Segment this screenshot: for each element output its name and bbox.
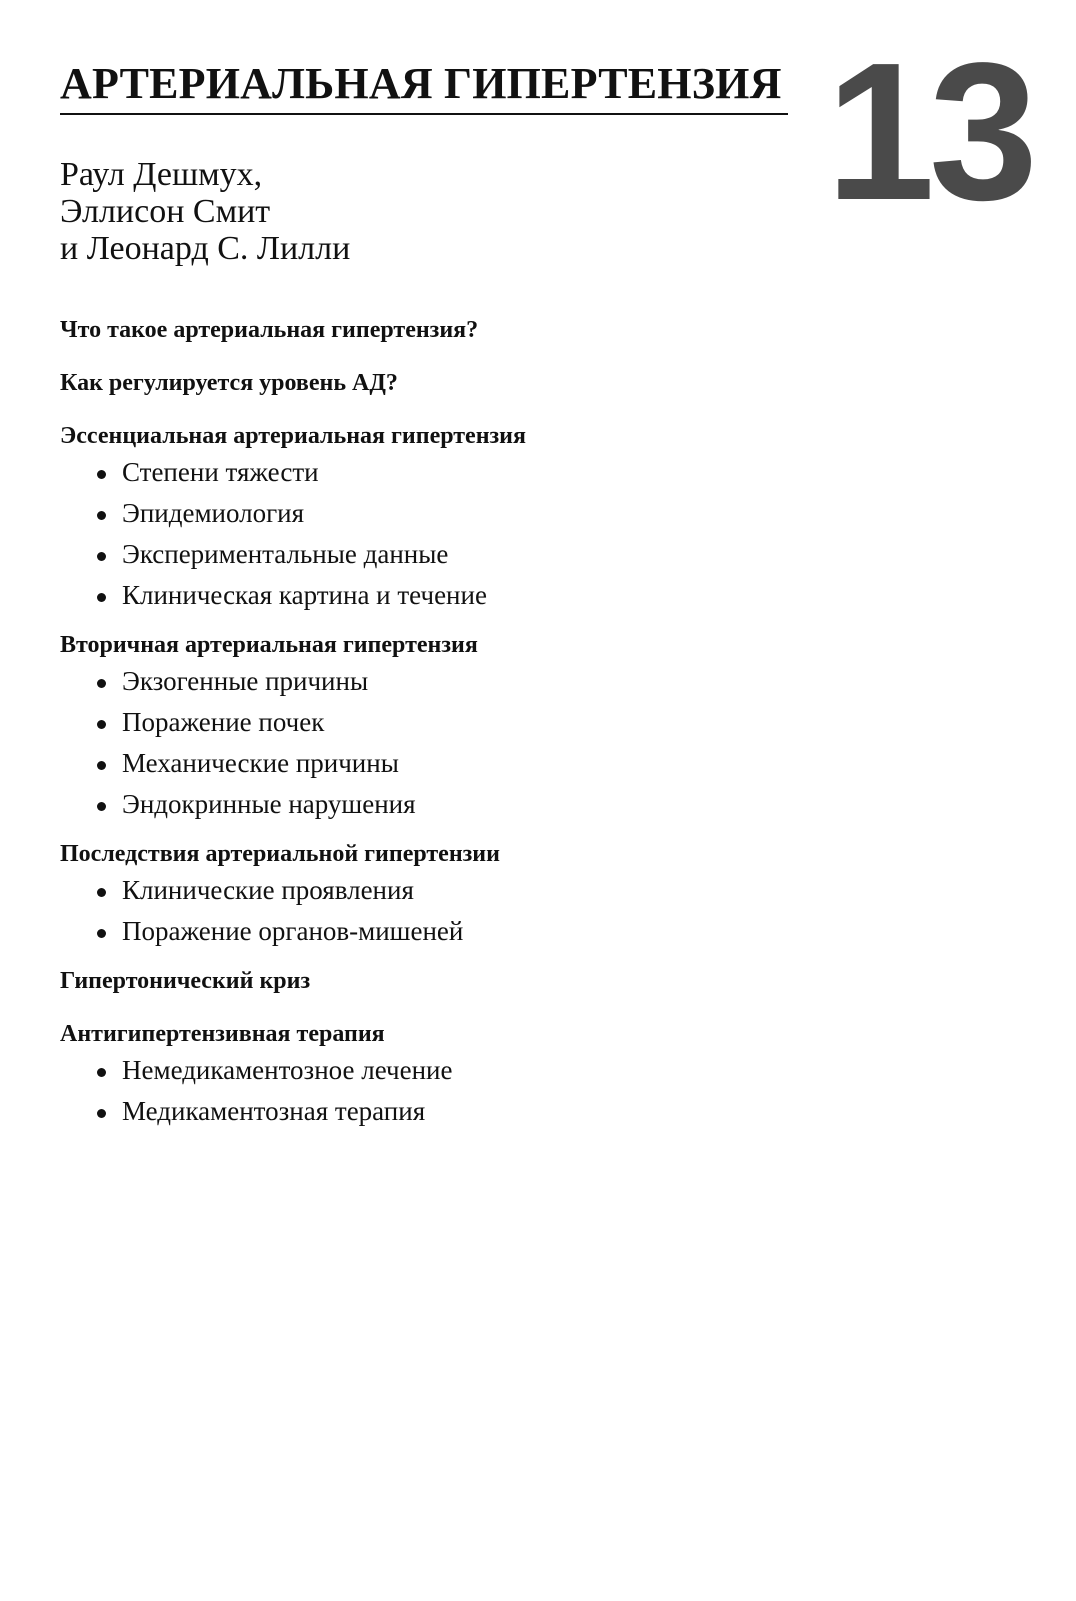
toc-heading: Последствия артериальной гипертензии bbox=[60, 841, 500, 867]
bullet-icon bbox=[97, 888, 106, 897]
toc-item-label: Механические причины bbox=[122, 748, 399, 778]
toc-item-label: Поражение органов-мишеней bbox=[122, 916, 464, 946]
toc-list-item bbox=[60, 534, 1020, 575]
toc-list-item bbox=[60, 661, 1020, 702]
bullet-icon bbox=[97, 1109, 106, 1118]
toc-list bbox=[60, 452, 1020, 616]
bullet-icon bbox=[97, 761, 106, 770]
toc-item-label: Немедикаментозное лечение bbox=[122, 1055, 453, 1085]
toc-list-item bbox=[60, 575, 1020, 616]
toc-list bbox=[60, 661, 1020, 825]
toc-section bbox=[60, 965, 1020, 997]
bullet-icon bbox=[97, 511, 106, 520]
chapter-number: 13 bbox=[826, 22, 1033, 241]
toc-item-label: Эпидемиология bbox=[122, 498, 305, 528]
bullet-icon bbox=[97, 929, 106, 938]
toc-list-item bbox=[60, 702, 1020, 743]
toc-section bbox=[60, 420, 1020, 616]
toc-item-label: Клиническая картина и течение bbox=[122, 580, 487, 610]
title-underline bbox=[60, 113, 788, 115]
toc-heading: Гипертонический криз bbox=[60, 968, 311, 994]
toc-list-item bbox=[60, 743, 1020, 784]
author-line: и Леонард С. Лилли bbox=[60, 230, 351, 267]
toc-section bbox=[60, 314, 1020, 346]
toc-item-label: Медикаментозная терапия bbox=[122, 1096, 426, 1126]
toc-list-item bbox=[60, 452, 1020, 493]
toc-list-item bbox=[60, 1050, 1020, 1091]
bullet-icon bbox=[97, 552, 106, 561]
toc-item-label: Степени тяжести bbox=[122, 457, 319, 487]
toc-list-item bbox=[60, 1091, 1020, 1132]
toc-section bbox=[60, 838, 1020, 952]
toc-list-item bbox=[60, 493, 1020, 534]
bullet-icon bbox=[97, 470, 106, 479]
toc-section bbox=[60, 629, 1020, 825]
toc-list-item bbox=[60, 911, 1020, 952]
toc-item-label: Клинические проявления bbox=[122, 875, 414, 905]
toc-heading: Антигипертензивная терапия bbox=[60, 1021, 385, 1047]
toc-item-label: Эндокринные нарушения bbox=[122, 789, 416, 819]
author-line: Раул Дешмух, bbox=[60, 156, 263, 193]
chapter-title: АРТЕРИАЛЬНАЯ ГИПЕРТЕНЗИЯ bbox=[60, 59, 782, 108]
toc-list-item bbox=[60, 784, 1020, 825]
toc-section bbox=[60, 1018, 1020, 1132]
toc-list-item bbox=[60, 870, 1020, 911]
bullet-icon bbox=[97, 593, 106, 602]
bullet-icon bbox=[97, 720, 106, 729]
toc-item-label: Экзогенные причины bbox=[122, 666, 369, 696]
toc-list bbox=[60, 1050, 1020, 1132]
toc-heading: Вторичная артериальная гипертензия bbox=[60, 632, 478, 658]
toc-heading: Эссенциальная артериальная гипертензия bbox=[60, 423, 526, 449]
toc-section bbox=[60, 367, 1020, 399]
chapter-contents bbox=[60, 314, 1020, 1132]
toc-item-label: Поражение почек bbox=[122, 707, 325, 737]
toc-heading: Что такое артериальная гипертензия? bbox=[60, 317, 479, 343]
toc-heading: Как регулируется уровень АД? bbox=[60, 370, 398, 396]
bullet-icon bbox=[97, 679, 106, 688]
toc-item-label: Экспериментальные данные bbox=[122, 539, 449, 569]
author-line: Эллисон Смит bbox=[60, 193, 271, 230]
authors-block bbox=[60, 156, 350, 267]
toc-list bbox=[60, 870, 1020, 952]
bullet-icon bbox=[97, 1068, 106, 1077]
bullet-icon bbox=[97, 802, 106, 811]
